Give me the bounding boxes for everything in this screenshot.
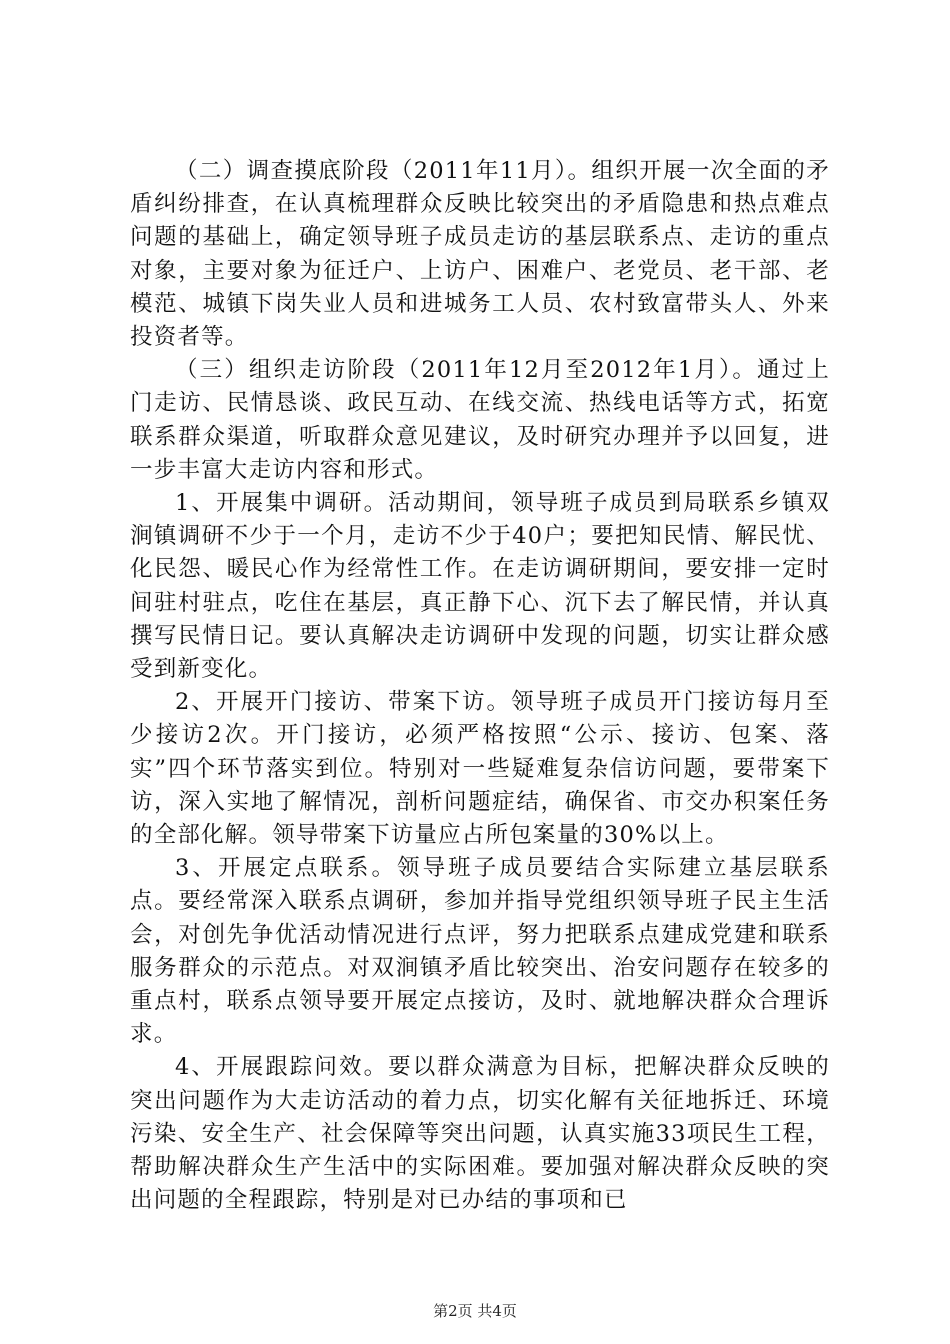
paragraph-follow-up: 4、开展跟踪问效。要以群众满意为目标，把解决群众反映的突出问题作为大走访活动的着力点，切实化解有关征地拆迁、环境污染、安全生产、社会保障等突出问题，认真实施33项民生工程，帮助解决群众生产生活中的实际困难。要加强对解决群众反映的突出问题的全程跟踪，特别是对已办结的事项和已 bbox=[130, 1054, 830, 1214]
paragraph-reception: 2、开展开门接访、带案下访。领导班子成员开门接访每月至少接访2次。开门接访，必须严格按照“公示、接访、包案、落实”四个环节落实到位。特别对一些疑难复杂信访问题，要带案下访，深入实地了解情况，剖析问题症结，确保省、市交办积案任务的全部化解。领导带案下访量应占所包案量的30%以上。 bbox=[130, 689, 830, 849]
paragraph-contact-point: 3、开展定点联系。领导班子成员要结合实际建立基层联系点。要经常深入联系点调研，参加并指导党组织领导班子民主生活会，对创先争优活动情况进行点评，努力把联系点建成党建和联系服务群众的示范点。对双涧镇矛盾比较突出、治安问题存在较多的重点村，联系点领导要开展定点接访，及时、就地解决群众合理诉求。 bbox=[130, 855, 830, 1048]
paragraph-survey-stage: （二）调查摸底阶段（2011年11月）。组织开展一次全面的矛盾纠纷排查，在认真梳理群众反映比较突出的矛盾隐患和热点难点问题的基础上，确定领导班子成员走访的基层联系点、走访的重点对象，主要对象为征迁户、上访户、困难户、老党员、老干部、老模范、城镇下岗失业人员和进城务工人员、农村致富带头人、外来投资者等。 bbox=[130, 158, 830, 351]
document-body bbox=[130, 155, 830, 1218]
page-number-footer: 第2页 共4页 bbox=[433, 1302, 517, 1320]
paragraph-research: 1、开展集中调研。活动期间，领导班子成员到局联系乡镇双涧镇调研不少于一个月，走访不少于40户；要把知民情、解民忧、化民怨、暖民心作为经常性工作。在走访调研期间，要安排一定时间驻村驻点，吃住在基层，真正静下心、沉下去了解民情，并认真撰写民情日记。要认真解决走访调研中发现的问题，切实让群众感受到新变化。 bbox=[130, 490, 830, 683]
paragraph-visit-stage: （三）组织走访阶段（2011年12月至2012年1月）。通过上门走访、民情恳谈、政民互动、在线交流、热线电话等方式，拓宽联系群众渠道，听取群众意见建议，及时研究办理并予以回复，进一步丰富大走访内容和形式。 bbox=[130, 357, 830, 483]
